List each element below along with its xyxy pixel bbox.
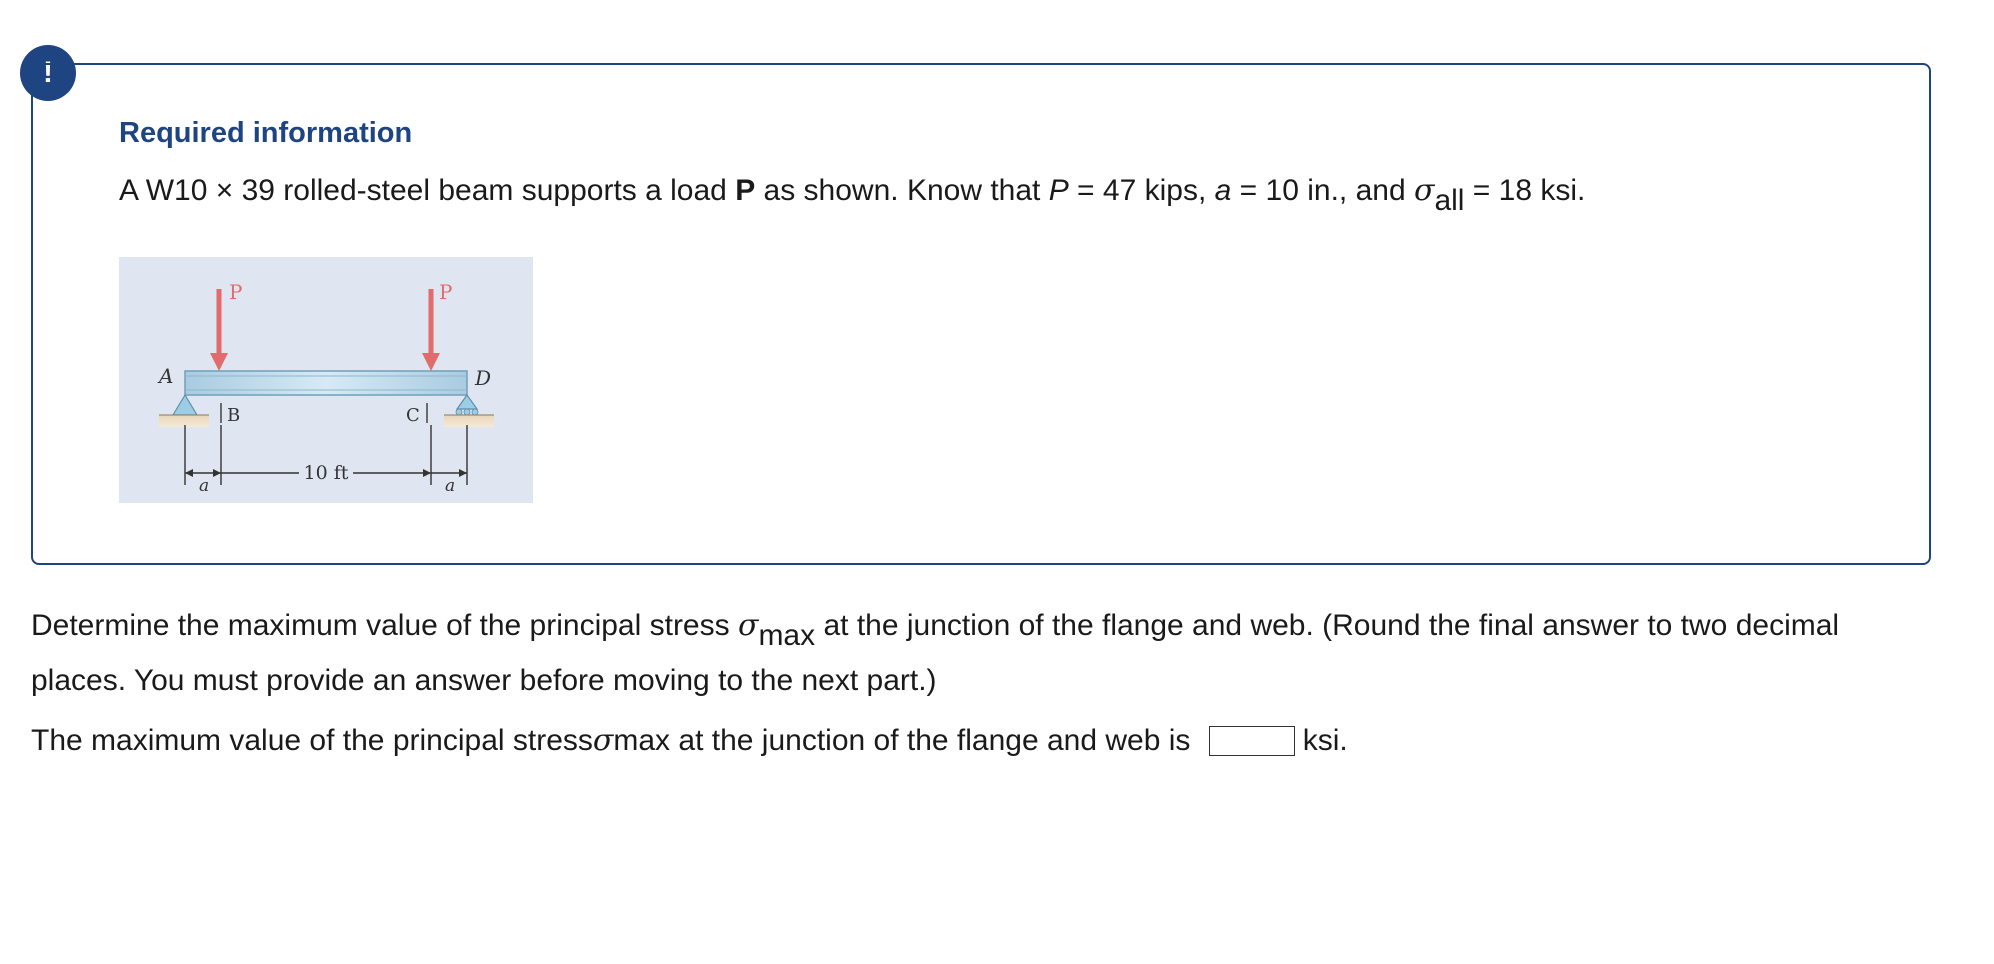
pin-support-left bbox=[159, 395, 209, 427]
point-label-a: A bbox=[159, 364, 174, 388]
dim-label-a-left: a bbox=[199, 476, 210, 496]
answer-input[interactable] bbox=[1209, 726, 1295, 756]
load-label-right: P bbox=[439, 280, 453, 304]
required-information-box bbox=[31, 63, 1931, 565]
info-title: Required information bbox=[119, 117, 413, 149]
answer-prefix: The maximum value of the principal stress bbox=[31, 723, 593, 757]
answer-sentence bbox=[31, 723, 1348, 758]
sigma-symbol: σ bbox=[1413, 173, 1435, 208]
answer-sigma-subscript: max bbox=[613, 723, 671, 757]
beam-diagram-svg bbox=[119, 257, 533, 503]
point-label-c: C bbox=[406, 405, 420, 426]
point-label-d: D bbox=[475, 366, 492, 390]
sigma-value: = 18 ksi. bbox=[1464, 174, 1586, 207]
point-label-b: B bbox=[227, 405, 241, 426]
beam-diagram bbox=[119, 257, 533, 503]
statement-prefix: A W10 × 39 rolled-steel beam supports a load bbox=[119, 174, 736, 207]
p-symbol: P bbox=[1048, 174, 1069, 207]
question-suffix: at the junction of the flange and web. (Round the final answer to two decimal places. You must provide an answer before moving to the next part.) bbox=[31, 609, 1840, 697]
span-label: 10 ft bbox=[303, 462, 349, 484]
load-arrow-left bbox=[210, 289, 228, 371]
question-sigma-subscript: max bbox=[758, 619, 816, 652]
problem-statement bbox=[119, 173, 1585, 218]
load-arrow-right bbox=[422, 289, 440, 371]
a-symbol: a bbox=[1214, 174, 1232, 207]
a-value: = 10 in., and bbox=[1231, 174, 1414, 207]
load-symbol: P bbox=[735, 174, 756, 207]
load-label-left: P bbox=[229, 280, 243, 304]
answer-mid: at the junction of the flange and web is bbox=[670, 723, 1199, 757]
sigma-subscript: all bbox=[1434, 184, 1465, 217]
question-prefix: Determine the maximum value of the principal stress bbox=[31, 609, 738, 642]
answer-unit: ksi. bbox=[1302, 723, 1348, 757]
beam bbox=[185, 371, 467, 395]
statement-mid: as shown. Know that bbox=[755, 174, 1049, 207]
question-text bbox=[31, 603, 1911, 703]
dim-label-a-right: a bbox=[445, 476, 456, 496]
alert-icon: ! bbox=[20, 45, 76, 101]
question-sigma-symbol: σ bbox=[737, 608, 759, 643]
p-value: = 47 kips, bbox=[1068, 174, 1215, 207]
answer-sigma-symbol: σ bbox=[592, 723, 614, 758]
roller-support-right bbox=[444, 395, 494, 427]
